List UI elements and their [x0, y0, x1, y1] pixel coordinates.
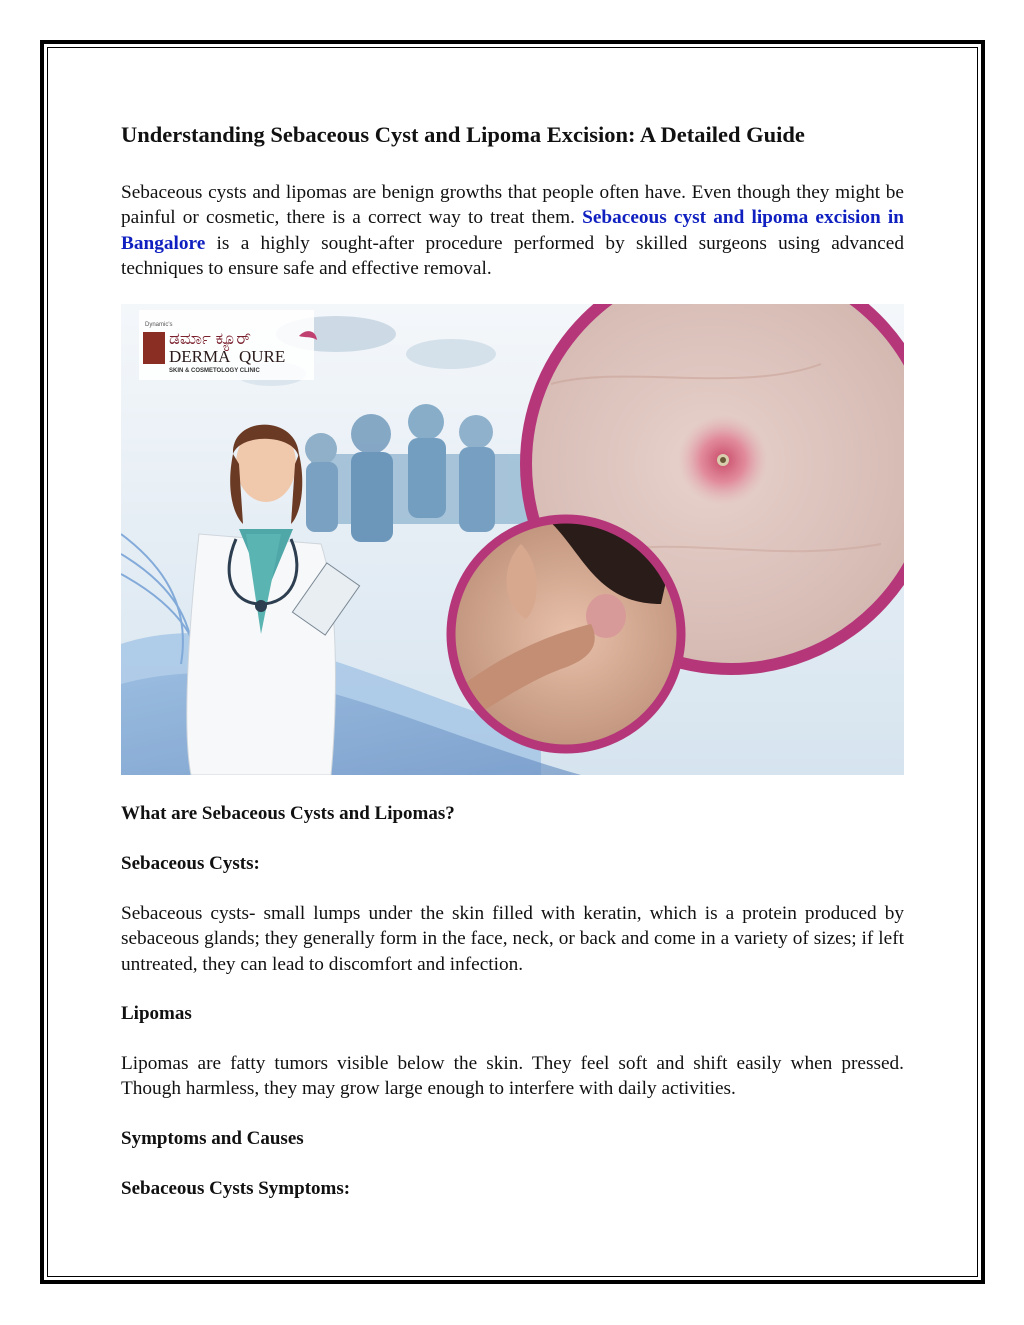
- heading-lipomas: Lipomas: [121, 1003, 192, 1024]
- heading-cyst-symptoms: Sebaceous Cysts Symptoms:: [121, 1178, 351, 1199]
- clinic-logo: [139, 310, 317, 380]
- heading-symptoms-causes: Symptoms and Causes: [121, 1128, 304, 1149]
- article-title: Understanding Sebaceous Cyst and Lipoma Excision: A Detailed Guide: [121, 122, 805, 147]
- section-heading-what-are: What are Sebaceous Cysts and Lipomas?: [121, 803, 455, 824]
- logo-name-left: DERMA: [169, 347, 231, 366]
- hero-image: [121, 304, 904, 775]
- excision-bangalore-link[interactable]: Sebaceous cyst and lipoma excision in Bangalore: [121, 207, 904, 254]
- intro-text-after: is a highly sought-after procedure performed by skilled surgeons using advanced techniques to ensure safe and effective removal.: [121, 232, 904, 279]
- hero-illustration: [121, 304, 904, 775]
- intro-paragraph: [121, 180, 904, 281]
- intro-text-before: Sebaceous cysts and lipomas are benign growths that people often have. Even though they might be painful or cosmetic, there is a correct way to treat them.: [121, 182, 904, 229]
- lipomas-paragraph: Lipomas are fatty tumors visible below the skin. They feel soft and shift easily when pressed. Though harmless, they may grow large enough to interfere with daily activities.: [121, 1053, 904, 1100]
- logo-name-right: QURE: [239, 347, 286, 366]
- logo-top-text: Dynamic's: [145, 322, 173, 328]
- logo-kannada: ಡರ್ಮಾ ಕ್ಯೂರ್: [169, 329, 251, 348]
- cysts-paragraph: Sebaceous cysts- small lumps under the skin filled with keratin, which is a protein produced by sebaceous glands; they generally form in the face, neck, or back and come in a variety of sizes; if left untreated, they can lead to discomfort and infection.: [121, 903, 904, 975]
- logo-tagline: SKIN & COSMETOLOGY CLINIC: [169, 368, 260, 374]
- heading-sebaceous-cysts: Sebaceous Cysts:: [121, 853, 260, 874]
